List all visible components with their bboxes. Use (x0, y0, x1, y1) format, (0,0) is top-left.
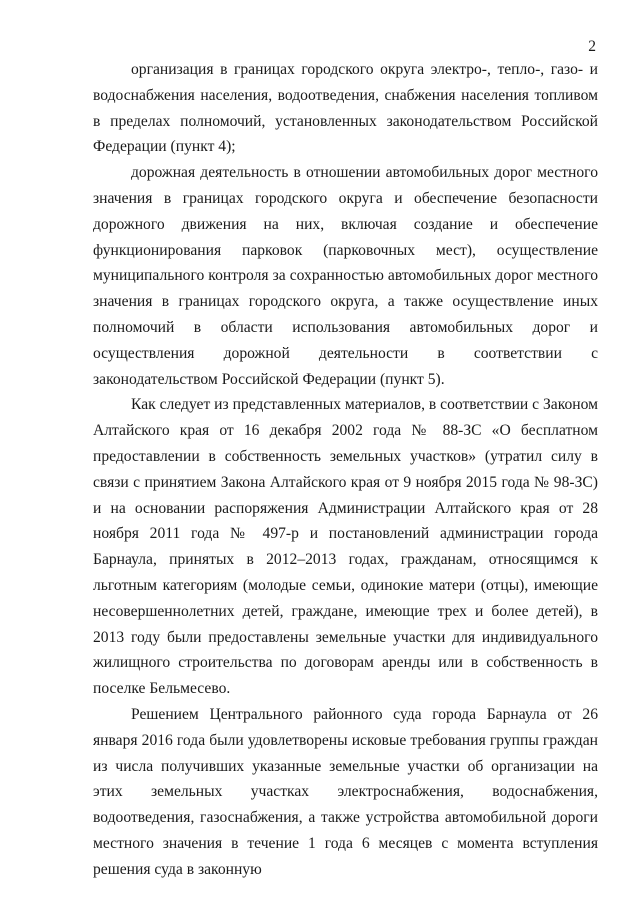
paragraph-land-plots: Как следует из представленных материалов, в соответствии с Законом Алтайского края от 16 декабря 2002 года № 88-ЗС «О бесплатном предоставлении в собственность земельных участков» (утратил силу в связи с принятием Закона Алтайского края от 9 ноября 2015 года № 98-ЗС) и на основании распоряжения Администрации Алтайского края от 28 ноября 2011 года № 497-р и постановлений администрации города Барнаула, принятых в 2012–2013 годах, гражданам, относящимся к льготным категориям (молодые семьи, одинокие матери (отцы), имеющие несовершеннолетних детей, граждане, имеющие трех и более детей), в 2013 году были предоставлены земельные участки для индивидуального жилищного строительства по договорам аренды или в собственность в поселке Бельмесево. (93, 396, 599, 698)
paragraph-item-4: организация в границах городского округа электро-, тепло-, газо- и водоснабжения населения, водоотведения, снабжения населения топливом в пределах полномочий, установленных законодательством Российской Федерации (пункт 4); (93, 61, 598, 156)
page-number: 2 (588, 38, 596, 55)
paragraph-court-decision: Решением Центрального районного суда города Барнаула от 26 января 2016 года были удовлетворены исковые требования группы граждан из числа получивших указанные земельные участки об организации на этих земельных участках электроснабжения, водоснабжения, водоотведения, газоснабжения, а также устройства автомобильной дороги местного значения в течение 1 года 6 месяцев с момента вступления решения суда в законную (93, 705, 598, 878)
document-body (93, 57, 598, 883)
paragraph-item-5: дорожная деятельность в отношении автомобильных дорог местного значения в границах городского округа и обеспечение безопасности дорожного движения на них, включая создание и обеспечение функционирования парковок (парковочных мест), осуществление муниципального контроля за сохранностью автомобильных дорог местного значения в границах городского округа, а также осуществление иных полномочий в области использования автомобильных дорог и осуществления дорожной деятельности в соответствии с законодательством Российской Федерации (пункт 5). (93, 164, 598, 388)
